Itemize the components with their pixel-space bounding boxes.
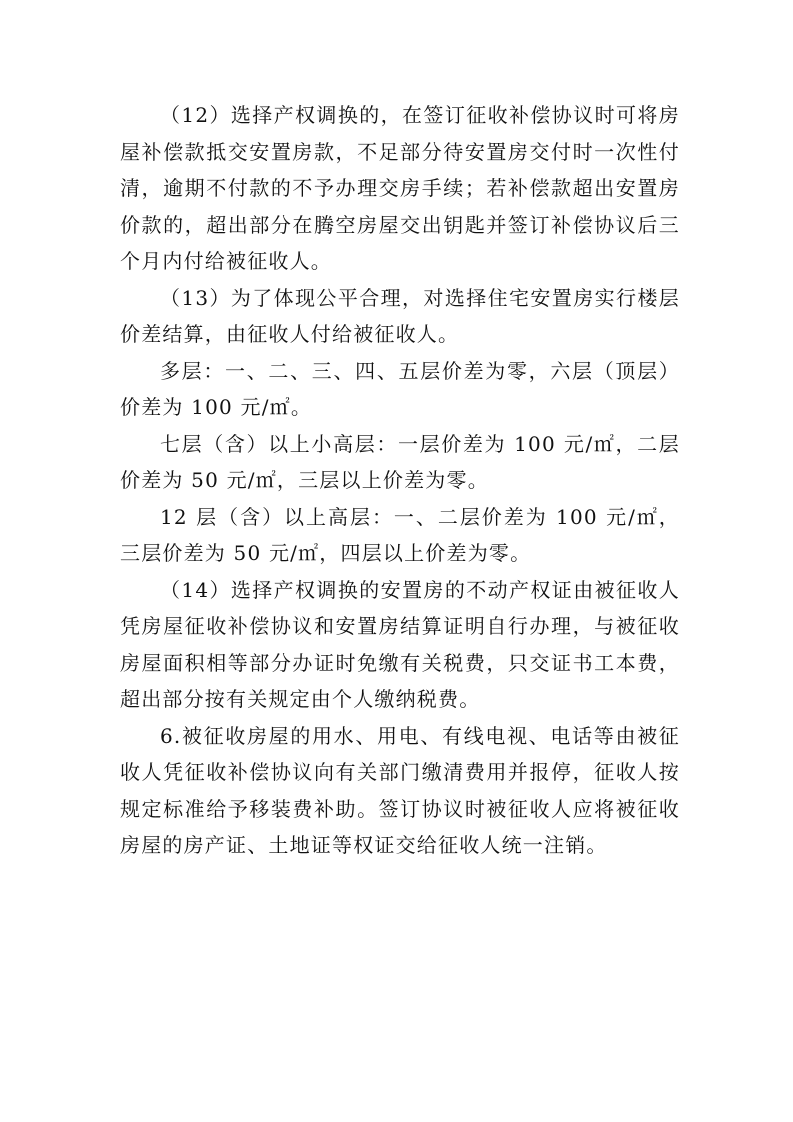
- paragraph-14-property-certificate: （14）选择产权调换的安置房的不动产权证由被征收人凭房屋征收补偿协议和安置房结算证明自行办理，与被征收房屋面积相等部分办证时免缴有关税费，只交证书工本费，超出部分按有关规定由个人缴纳税费。: [120, 577, 680, 711]
- paragraph-high-rise-rule: 12 层（含）以上高层：一、二层价差为 100 元/㎡，三层价差为 50 元/㎡，四层以上价差为零。: [120, 504, 680, 565]
- paragraph-13-floor-price-difference: （13）为了体现公平合理，对选择住宅安置房实行楼层价差结算，由征收人付给被征收人。: [120, 285, 680, 346]
- paragraph-small-high-rise-rule: 七层（含）以上小高层：一层价差为 100 元/㎡，二层价差为 50 元/㎡，三层以上价差为零。: [120, 431, 680, 492]
- paragraph-multi-storey-rule: 多层：一、二、三、四、五层价差为零，六层（顶层）价差为 100 元/㎡。: [120, 358, 680, 419]
- paragraph-6-utilities-relocation: 6.被征收房屋的用水、用电、有线电视、电话等由被征收人凭征收补偿协议向有关部门缴清费用并报停，征收人按规定标准给予移装费补助。签订协议时被征收人应将被征收房屋的房产证、土地证等权证交给征收人统一注销。: [120, 723, 680, 857]
- paragraph-12-property-exchange-payment: （12）选择产权调换的，在签订征收补偿协议时可将房屋补偿款抵交安置房款，不足部分待安置房交付时一次性付清，逾期不付款的不予办理交房手续；若补偿款超出安置房价款的，超出部分在腾空房屋交出钥匙并签订补偿协议后三个月内付给被征收人。: [120, 103, 680, 273]
- document-body: [120, 97, 680, 864]
